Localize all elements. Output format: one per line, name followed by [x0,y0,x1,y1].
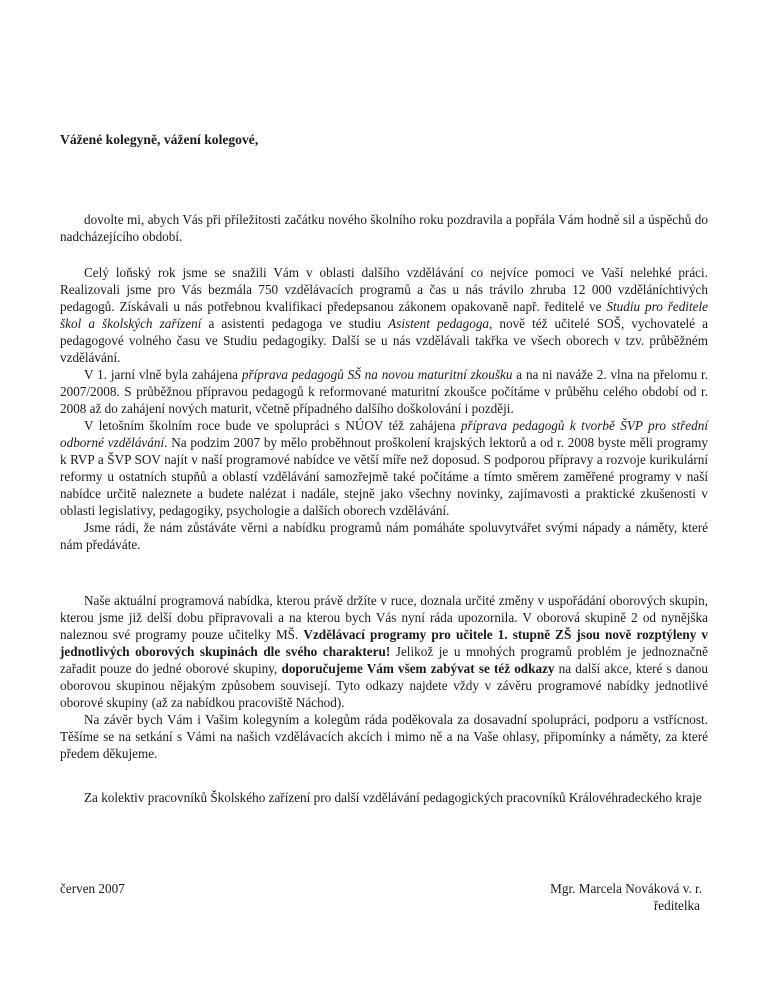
paragraph-offer-changes: Naše aktuální programová nabídka, kterou právě držíte v ruce, doznala určité změny v uspořádání oborových skupin, kterou jsme již delší dobu připravovali a na kterou bych Vás nyní ráda upozornila. V oborová skupině 2 od nynějška naleznou své programy pouze učitelky MŠ. Vzdělávací programy pro učitele 1. stupně ZŠ jsou nově rozptýleny v jednotlivých oborových skupinách dle svého charakteru! Jelikož je u mnohých programů problém je jednoznačně zařadit pouze do jedné oborové skupiny, doporučujeme Vám všem zabývat se též odkazy na další akce, které s danou oborovou skupinou nějakým způsobem souvisejí. Tyto odkazy najdete vždy v závěru programové nabídky jednotlivé oborové skupiny (až za nabídkou pracoviště Náchod). [60,593,708,710]
paragraph-thanks-loyalty: Jsme rádi, že nám zůstáváte věrni a nabídku programů nám pomáháte spoluvytvářet svými nápady a náměty, které nám předáváte. [60,520,708,552]
highlight-primary-teachers: Vzdělávací programy pro učitele 1. stupně ZŠ jsou nově rozptýleny v jednotlivých oborových skupinách dle svého charakteru! [60,627,708,659]
paragraph-maturita: V 1. jarní vlně byla zahájena příprava pedagogů SŠ na novou maturitní zkoušku a na ni naváže 2. vlna na přelomu r. 2007/2008. S průběžnou přípravou pedagogů k reformované maturitní zkoušce počítáme v průběhu celého období od r. 2008 až do zahájení nových maturit, včetně případného dalšího doškolování i později. [60,367,708,416]
closing-block [60,789,708,806]
course-name-assistant: Asistent pedagoga [388,316,490,331]
letter-greeting: Vážené kolegyně, vážení kolegové, [60,132,259,147]
course-name-directors: Studiu pro ředitele škol a školských zařízení [60,299,708,331]
signature [550,880,702,914]
letter-page [60,0,708,994]
svp-preparation: příprava pedagogů k tvorbě ŠVP pro střední odborné vzdělávání [60,418,709,450]
offer-block [60,592,708,762]
paragraph-svp: V letošním školním roce bude ve spolupráci s NÚOV též zahájena příprava pedagogů k tvorbě ŠVP pro střední odborné vzdělávání. Na podzim 2007 by mělo proběhnout proškolení krajských lektorů a od r. 2008 byste měli programy k RVP a ŠVP SOV najít v naší programové nabídce ve větší míře než doposud. S podporou přípravy a rozvoje kurikulární reformy u ostatních stupňů a oblastí vzdělávání samozřejmě také počítáme a tímto směrem zaměřené programy v naší nabídce určitě naleznete a budete nalézat i nadále, stejně jako všechny novinky, zajímavosti a praktické zkušenosti v oblasti legislativy, pedagogiky, psychologie a dalších oborech vzdělávání. [60,418,709,518]
signature-role: ředitelka [653,898,700,913]
main-block [60,264,708,553]
highlight-references: doporučujeme Vám všem zabývat se též odkazy [281,661,555,676]
signature-name: Mgr. Marcela Nováková v. r. [550,881,702,896]
paragraph-final-thanks: Na závěr bych Vám i Vašim kolegyním a kolegům ráda poděkovala za dosavadní spolupráci, podporu a vstřícnost. Těšíme se na setkání s Vámi na našich vzdělávacích akcích i mimo ně a na Vaše ohlasy, připomínky a náměty, za které předem děkujeme. [60,712,708,761]
intro-block [60,211,708,245]
paragraph-last-year: Celý loňský rok jsme se snažili Vám v oblasti dalšího vzdělávání co nejvíce pomoci ve Vaší nelehké práci. Realizovali jsme pro Vás bezmála 750 vzdělávacích programů a čas u nás trávilo zhruba 12 000 vzděláníchtivých pedagogů. Získávali u nás potřebnou kvalifikaci předepsanou zákonem opakovaně např. ředitelé ve Studiu pro ředitele škol a školských zařízení a asistenti pedagoga ve studiu Asistent pedagoga, nově též učitelé SOŠ, vychovatelé a pedagogové volného času ve Studiu pedagogiky. Další se u nás vzdělávali takřka ve všech oborech v tzv. průběžném vzdělávání. [60,265,708,365]
intro-paragraph: dovolte mi, abych Vás při příležitosti začátku nového školního roku pozdravila a popřála Vám hodně sil a úspěchů do nadcházejícího období. [60,212,708,244]
closing-paragraph: Za kolektiv pracovníků Školského zařízení pro další vzdělávání pedagogických pracovníků Královéhradeckého kraje [84,790,702,805]
maturita-preparation: příprava pedagogů SŠ na novou maturitní zkoušku [241,367,513,382]
letter-date: červen 2007 [60,881,125,896]
